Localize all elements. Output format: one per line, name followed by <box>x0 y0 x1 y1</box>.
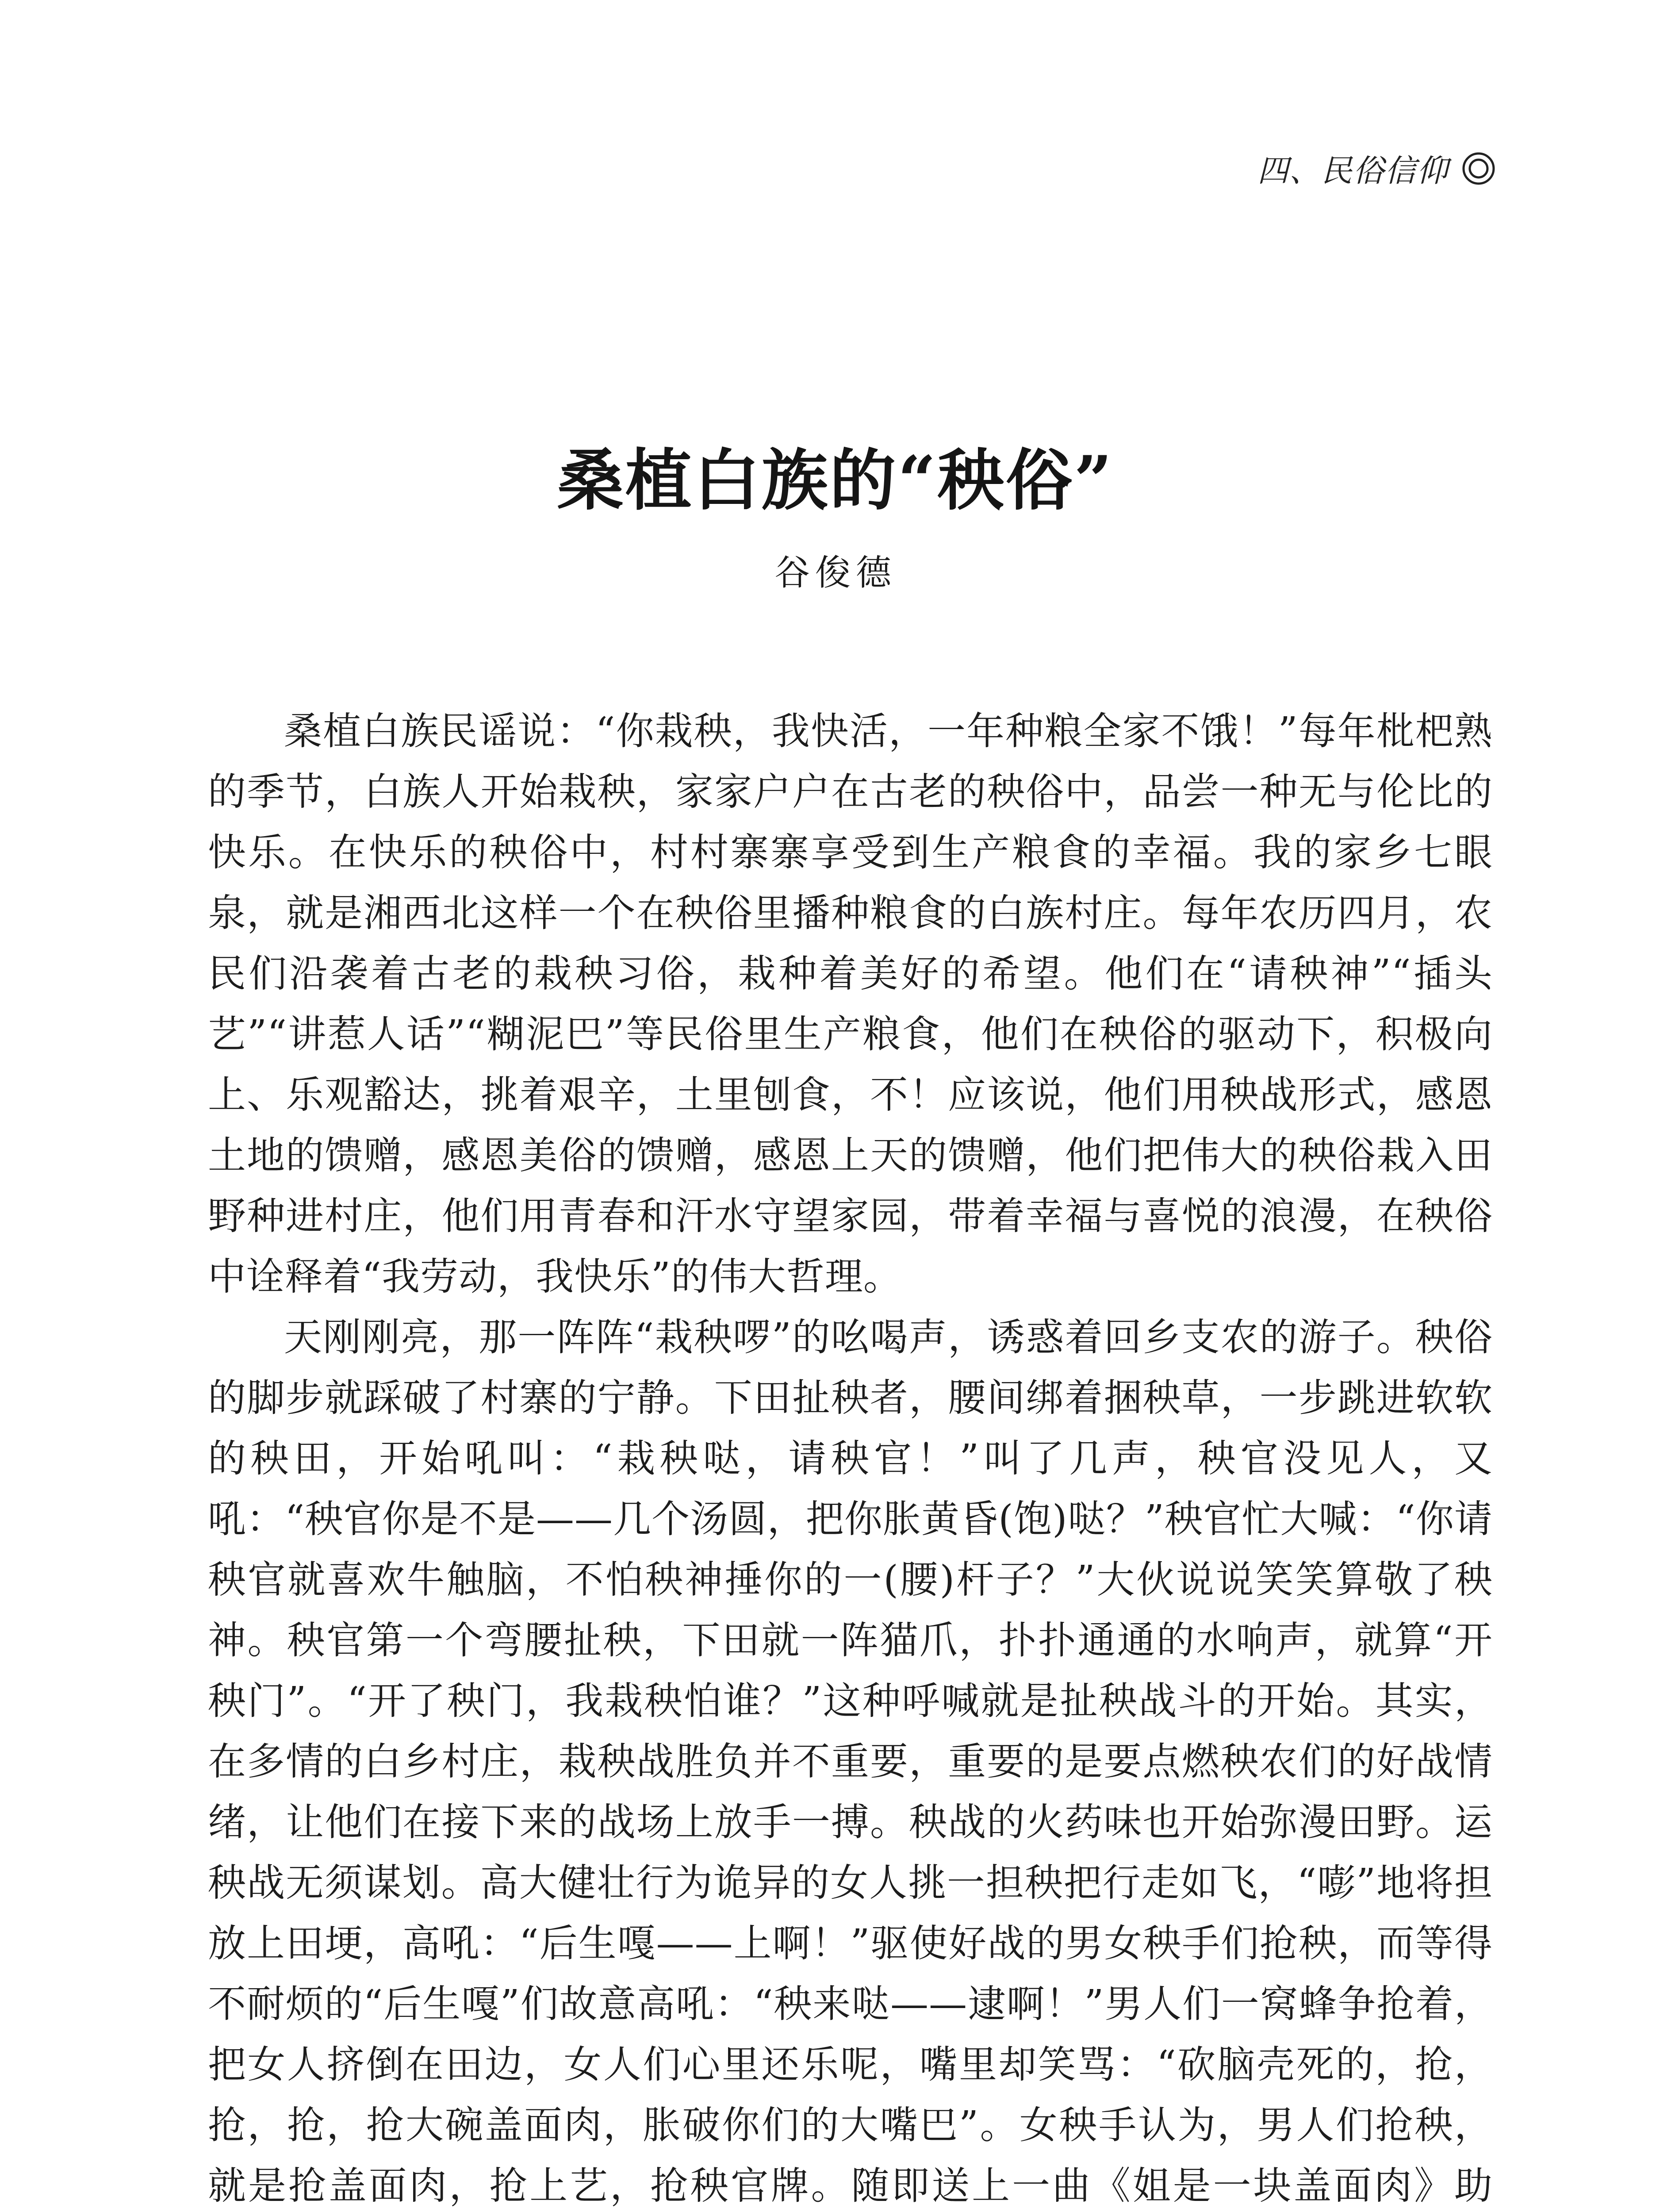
paragraph: 桑植白族民谣说：“你栽秧，我快活，一年种粮全家不饿！”每年枇杷熟的季节，白族人开始栽秧，家家户户在古老的秧俗中，品尝一种无与伦比的快乐。在快乐的秧俗中，村村寨寨享受到生产粮食的幸福。我的家乡七眼泉，就是湘西北这样一个在秧俗里播种粮食的白族村庄。每年农历四月，农民们沿袭着古老的栽秧习俗，栽种着美好的希望。他们在“请秧神”“插头艺”“讲惹人话”“糊泥巴”等民俗里生产粮食，他们在秧俗的驱动下，积极向上、乐观豁达，挑着艰辛，土里刨食，不！应该说，他们用秧战形式，感恩土地的馈赠，感恩美俗的馈赠，感恩上天的馈赠，他们把伟大的秧俗栽入田野种进村庄，他们用青春和汗水守望家园，带着幸福与喜悦的浪漫，在秧俗中诠释着“我劳动，我快乐”的伟大哲理。 <box>208 709 1493 1299</box>
article-body <box>208 701 1493 2212</box>
running-header <box>1257 146 1496 191</box>
double-circle-icon <box>1461 151 1496 186</box>
article-author: 谷俊德 <box>774 552 897 593</box>
running-header-title: 四、民俗信仰 <box>1257 153 1449 189</box>
article-title: 桑植白族的“秧俗” <box>557 442 1114 519</box>
paragraph: 天刚刚亮，那一阵阵“栽秧啰”的吆喝声，诱惑着回乡支农的游子。秧俗的脚步就踩破了村寨的宁静。下田扯秧者，腰间绑着捆秧草，一步跳进软软的秧田，开始吼叫：“栽秧哒，请秧官！”叫了几声，秧官没见人，又吼：“秧官你是不是——几个汤圆，把你胀黄昏(饱)哒？”秧官忙大喊：“你请秧官就喜欢牛触脑，不怕秧神捶你的一(腰)杆子？”大伙说说笑笑算敬了秧神。秧官第一个弯腰扯秧，下田就一阵猫爪，扑扑通通的水响声，就算“开秧门”。“开了秧门，我栽秧怕谁？”这种呼喊就是扯秧战斗的开始。其实，在多情的白乡村庄，栽秧战胜负并不重要，重要的是要点燃秧农们的好战情绪，让他们在接下来的战场上放手一搏。秧战的火药味也开始弥漫田野。运秧战无须谋划。高大健壮行为诡异的女人挑一担秧把行走如飞，“嘭”地将担放上田埂，高吼：“后生嘎——上啊！”驱使好战的男女秧手们抢秧，而等得不耐烦的“后生嘎”们故意高吼：“秧来哒——逮啊！”男人们一窝蜂争抢着，把女人挤倒在田边，女人们心里还乐呢，嘴里却笑骂：“砍脑壳死的，抢，抢，抢，抢大碗盖面肉，胀破你们的大嘴巴”。女秧手认为，男人们抢秧，就是抢盖面肉，抢上艺，抢秧官牌。随即送上一曲《姐是一块盖面肉》助 <box>208 1315 1493 2208</box>
